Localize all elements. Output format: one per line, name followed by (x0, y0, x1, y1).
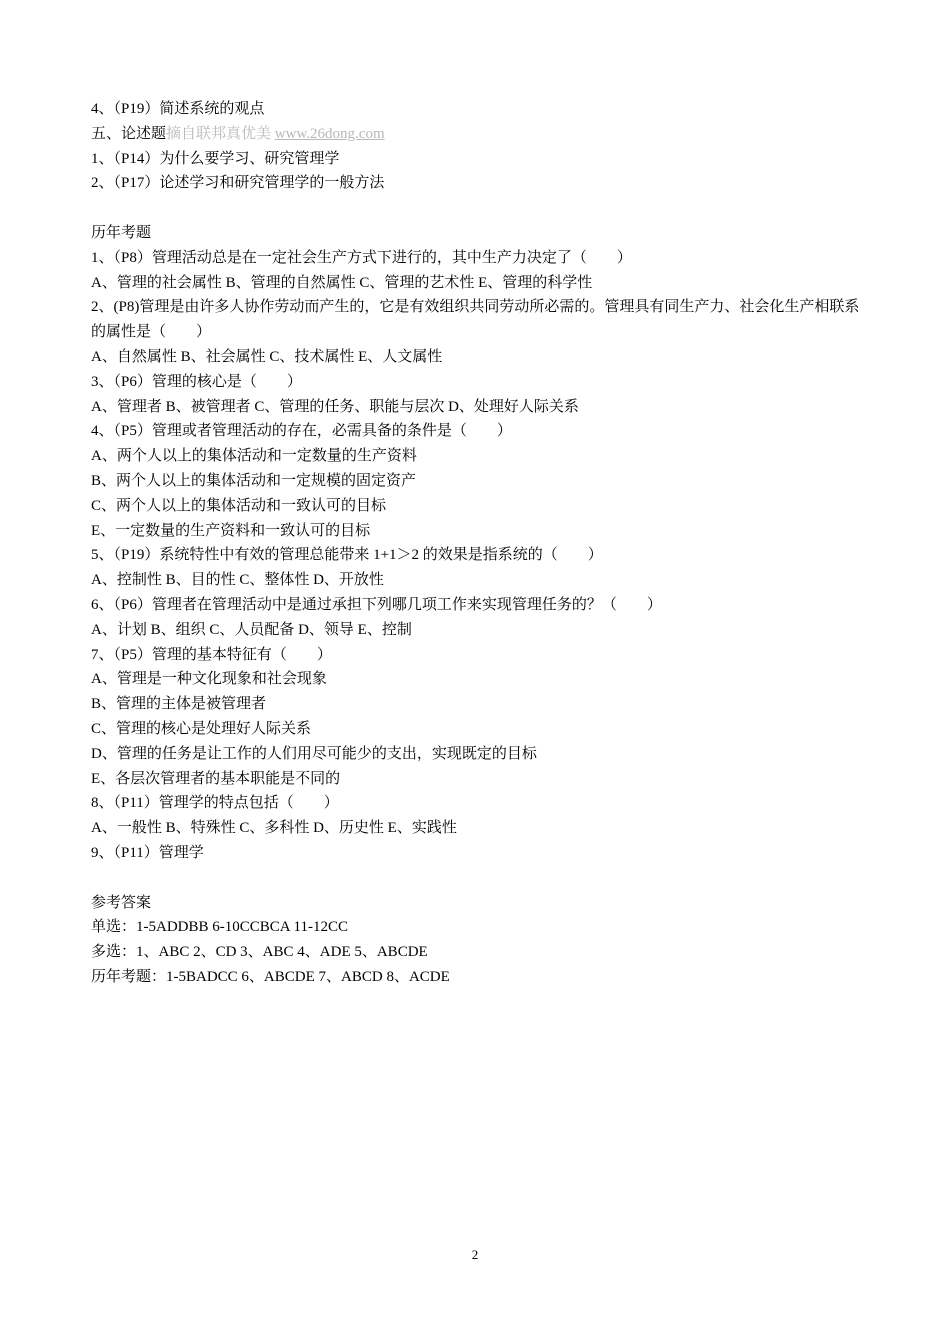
option-line: D、管理的任务是让工作的人们用尽可能少的支出，实现既定的目标 (91, 745, 537, 762)
question-line: 4、（P19）简述系统的观点 (91, 101, 265, 117)
answers-heading: 参考答案 (91, 894, 152, 911)
option-line: A、自然属性 B、社会属性 C、技术属性 E、人文属性 (91, 348, 443, 365)
question-line: 4、（P5）管理或者管理活动的存在，必需具备的条件是（ ） (91, 423, 512, 440)
watermark-link[interactable]: www.26dong.com (274, 125, 385, 142)
question-line: 5、（P19）系统特性中有效的管理总能带来 1+1＞2 的效果是指系统的（ ） (91, 547, 603, 564)
answers-single: 单选：1-5ADDBB 6-10CCBCA 11-12CC (91, 919, 348, 936)
option-line: A、一般性 B、特殊性 C、多科性 D、历史性 E、实践性 (91, 820, 457, 837)
option-line: E、各层次管理者的基本职能是不同的 (91, 770, 341, 787)
section-heading: 历年考题 (91, 224, 152, 241)
answers-multi: 多选：1、ABC 2、CD 3、ABC 4、ADE 5、ABCDE (91, 944, 428, 961)
watermark-text: 摘自联邦真优美 (166, 125, 272, 142)
question-line: 6、（P6）管理者在管理活动中是通过承担下列哪几项工作来实现管理任务的？（ ） (91, 596, 662, 613)
blank-line (91, 196, 871, 221)
option-line: A、控制性 B、目的性 C、整体性 D、开放性 (91, 572, 384, 589)
question-line: 1、（P8）管理活动总是在一定社会生产方式下进行的，其中生产力决定了（ ） (91, 249, 632, 266)
question-line: 9、（P11）管理学 (91, 844, 204, 861)
essay-heading-line (91, 122, 871, 147)
option-line: A、管理的社会属性 B、管理的自然属性 C、管理的艺术性 E、管理的科学性 (91, 274, 593, 291)
option-line: A、管理是一种文化现象和社会现象 (91, 671, 327, 688)
option-line: E、一定数量的生产资料和一致认可的目标 (91, 522, 371, 539)
answers-past: 历年考题：1-5BADCC 6、ABCDE 7、ABCD 8、ACDE (91, 968, 450, 985)
option-line: B、管理的主体是被管理者 (91, 696, 267, 713)
option-line: A、两个人以上的集体活动和一定数量的生产资料 (91, 448, 417, 465)
question-line: 8、（P11）管理学的特点包括（ ） (91, 795, 339, 812)
blank-line (91, 866, 871, 891)
question-line: 2、(P8)管理是由许多人协作劳动而产生的，它是有效组织共同劳动所必需的。管理具有同生产力、社会化生产相联系的属性是（ ） (91, 299, 860, 341)
option-line: B、两个人以上的集体活动和一定规模的固定资产 (91, 472, 417, 489)
option-line: A、计划 B、组织 C、人员配备 D、领导 E、控制 (91, 621, 412, 638)
question-line: 7、（P5）管理的基本特征有（ ） (91, 646, 332, 663)
option-line: A、管理者 B、被管理者 C、管理的任务、职能与层次 D、处理好人际关系 (91, 398, 579, 415)
page-content (91, 97, 871, 990)
essay-heading: 五、论述题 (91, 125, 167, 142)
option-line: C、管理的核心是处理好人际关系 (91, 720, 312, 737)
question-line: 3、（P6）管理的核心是（ ） (91, 373, 302, 390)
page-number: 2 (471, 1247, 479, 1262)
question-line: 1、（P14）为什么要学习、研究管理学 (91, 150, 340, 167)
option-line: C、两个人以上的集体活动和一致认可的目标 (91, 497, 387, 514)
question-line: 2、（P17）论述学习和研究管理学的一般方法 (91, 175, 385, 192)
